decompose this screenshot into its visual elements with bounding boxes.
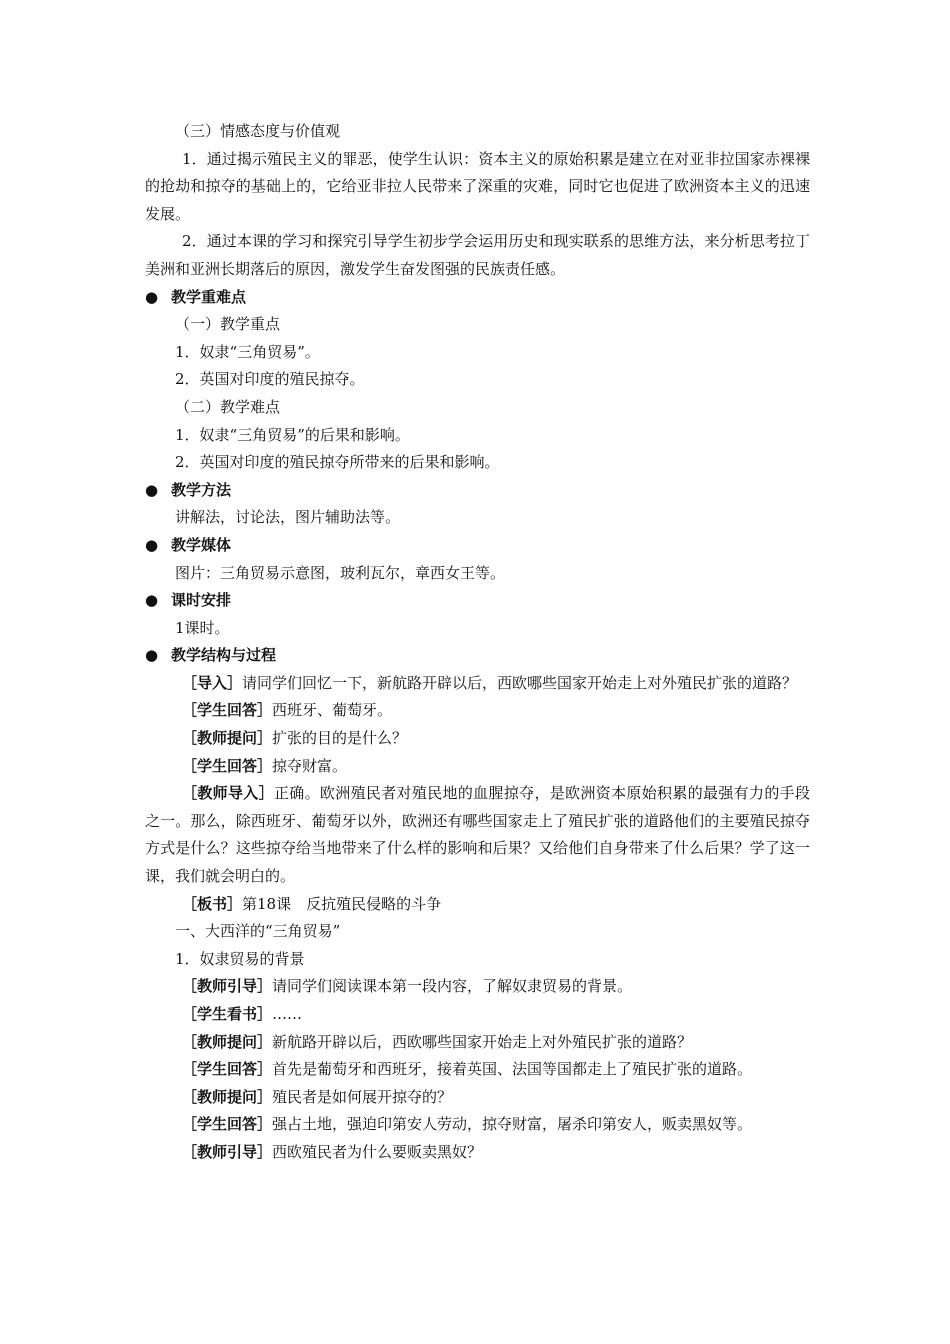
list-item: 1．奴隶“三角贸易”的后果和影响。 [175, 425, 410, 444]
document-page [145, 118, 810, 1167]
paragraph: 图片：三角贸易示意图，玻利瓦尔，章西女王等。 [175, 563, 506, 582]
dialogue-text: 请同学们回忆一下，新航路开辟以后，西欧哪些国家开始走上对外殖民扩张的道路？ [242, 673, 798, 692]
dialogue-text: 殖民者是如何展开掠夺的？ [272, 1087, 453, 1106]
section-title-attitude: （三）情感态度与价值观 [175, 122, 341, 140]
section-heading-media [145, 532, 810, 560]
section-heading-schedule [145, 587, 810, 615]
dialogue-text: 正确。欧洲殖民者对殖民地的血腥掠夺，是欧洲资本原始积累的最强有力的手段之一。那么，除西班牙、葡萄牙以外，欧洲还有哪些国家走上了殖民扩张的道路他们的主要殖民掠夺方式是什么？这些掠夺给当地带来了什么样的影响和后果？又给他们自身带来了什么后果？学了这一课，我们就会明白的。 [145, 784, 810, 886]
dialogue-line [145, 725, 810, 753]
subsection-title: 1．奴隶贸易的背景 [175, 949, 305, 968]
section-heading-key-points [145, 284, 810, 312]
speaker-tag: ［教师提问］ [182, 1032, 273, 1051]
dialogue-text: 强占土地，强迫印第安人劳动，掠夺财富，屠杀印第安人，贩卖黑奴等。 [272, 1115, 753, 1134]
speaker-tag: ［教师提问］ [182, 729, 273, 748]
section-title: 一、大西洋的“三角贸易” [175, 922, 341, 941]
speaker-tag: ［学生回答］ [182, 1115, 273, 1134]
dialogue-line [145, 697, 810, 725]
paragraph: 2．通过本课的学习和探究引导学生初步学会运用历史和现实联系的思维方法，来分析思考拉丁美洲和亚洲长期落后的原因，激发学生奋发图强的民族责任感。 [145, 232, 810, 278]
speaker-tag: ［教师导入］ [182, 784, 274, 803]
dialogue-text: …… [272, 1005, 303, 1023]
bullet-icon: ● [145, 535, 159, 554]
heading-text: 教学重难点 [171, 287, 247, 306]
heading-text: 课时安排 [171, 591, 232, 610]
heading-text: 教学方法 [171, 480, 232, 499]
speaker-tag: ［学生回答］ [182, 756, 273, 775]
speaker-tag: ［学生回答］ [182, 1060, 273, 1079]
dialogue-text: 新航路开辟以后，西欧哪些国家开始走上对外殖民扩张的道路？ [272, 1032, 693, 1051]
dialogue-line [145, 753, 810, 781]
paragraph: 1．通过揭示殖民主义的罪恶，使学生认识：资本主义的原始积累是建立在对亚非拉国家赤裸裸的抢劫和掠夺的基础上的，它给亚非拉人民带来了深重的灾难，同时它也促进了欧洲资本主义的迅速发展。 [145, 149, 810, 223]
paragraph: 1课时。 [175, 618, 230, 637]
list-item: 2．英国对印度的殖民掠夺。 [175, 370, 365, 389]
bullet-icon: ● [145, 480, 159, 499]
dialogue-line [145, 670, 810, 698]
section-heading-methods [145, 477, 810, 505]
bullet-icon: ● [145, 287, 159, 306]
dialogue-text: 扩张的目的是什么？ [272, 729, 408, 748]
speaker-tag: ［教师引导］ [182, 977, 273, 996]
dialogue-text: 西欧殖民者为什么要贩卖黑奴？ [272, 1142, 483, 1161]
dialogue-line [145, 1029, 810, 1057]
paragraph: 讲解法，讨论法，图片辅助法等。 [175, 508, 401, 527]
dialogue-line [145, 1139, 810, 1167]
dialogue-line [145, 1084, 810, 1112]
subsection-title: （一）教学重点 [175, 315, 281, 334]
list-item: 1．奴隶“三角贸易”。 [175, 342, 320, 361]
speaker-tag: ［教师提问］ [182, 1087, 273, 1106]
speaker-tag: ［导入］ [182, 673, 243, 692]
dialogue-text: 第18课 反抗殖民侵略的斗争 [242, 894, 442, 913]
dialogue-text: 西班牙、葡萄牙。 [272, 701, 393, 720]
dialogue-line [145, 891, 810, 919]
dialogue-line [145, 780, 810, 890]
speaker-tag: ［教师引导］ [182, 1142, 273, 1161]
heading-text: 教学结构与过程 [171, 646, 277, 665]
bullet-icon: ● [145, 646, 159, 665]
bullet-icon: ● [145, 591, 159, 610]
dialogue-line [145, 1111, 810, 1139]
section-heading-process [145, 642, 810, 670]
dialogue-text: 请同学们阅读课本第一段内容，了解奴隶贸易的背景。 [272, 977, 633, 996]
dialogue-text: 首先是葡萄牙和西班牙，接着英国、法国等国都走上了殖民扩张的道路。 [272, 1060, 753, 1079]
subsection-title: （二）教学难点 [175, 397, 281, 416]
speaker-tag: ［学生回答］ [182, 701, 273, 720]
heading-text: 教学媒体 [171, 535, 232, 554]
dialogue-line [145, 973, 810, 1001]
dialogue-line [145, 1056, 810, 1084]
speaker-tag: ［学生看书］ [182, 1005, 273, 1023]
dialogue-text: 掠夺财富。 [272, 756, 348, 775]
dialogue-line [145, 1001, 810, 1029]
list-item: 2．英国对印度的殖民掠夺所带来的后果和影响。 [175, 453, 500, 472]
speaker-tag: ［板书］ [182, 894, 243, 913]
